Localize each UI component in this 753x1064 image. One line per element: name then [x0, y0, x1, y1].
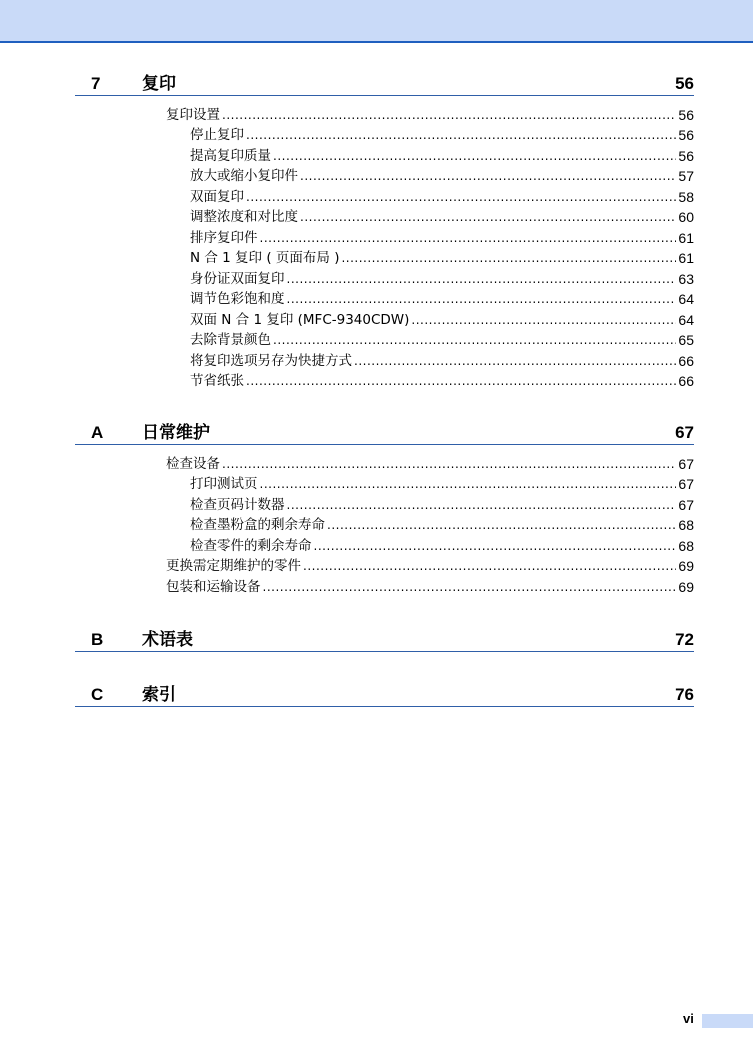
chapter-title: 日常维护 — [142, 423, 210, 443]
dot-leader — [303, 556, 676, 576]
dot-leader — [260, 228, 677, 248]
toc-entry[interactable] — [75, 535, 694, 556]
dot-leader — [287, 289, 677, 309]
chapter-section — [75, 683, 694, 707]
entry-page-number: 61 — [678, 229, 694, 246]
toc-entry[interactable] — [75, 207, 694, 228]
entry-page-number: 66 — [678, 373, 694, 389]
entry-title: 提高复印质量 — [190, 147, 271, 164]
entry-page-number: 63 — [678, 270, 694, 287]
toc-entry[interactable] — [75, 330, 694, 351]
chapter-title: 术语表 — [142, 629, 193, 650]
chapter-title: 索引 — [142, 684, 176, 705]
dot-leader — [246, 187, 676, 207]
dot-leader — [354, 351, 676, 371]
entry-title: 将复印选项另存为快捷方式 — [190, 352, 352, 369]
toc-entry[interactable] — [75, 248, 694, 269]
dot-leader — [341, 248, 676, 268]
entry-page-number: 56 — [678, 147, 694, 164]
dot-leader — [411, 310, 676, 330]
toc-entry[interactable] — [75, 145, 694, 166]
toc-entry[interactable] — [75, 453, 694, 474]
chapter-section — [75, 421, 694, 597]
dot-leader — [327, 515, 676, 535]
toc-entry[interactable] — [75, 268, 694, 289]
footer-tab — [702, 1014, 753, 1028]
chapter-section — [75, 72, 694, 391]
dot-leader — [222, 105, 676, 125]
dot-leader — [260, 474, 677, 494]
entry-page-number: 61 — [678, 250, 694, 266]
entry-page-number: 57 — [678, 168, 694, 184]
chapter-page-number: 56 — [675, 74, 694, 93]
dot-leader — [300, 207, 676, 227]
dot-leader — [273, 146, 676, 166]
entry-title: 检查页码计数器 — [190, 496, 285, 513]
toc-entry[interactable] — [75, 371, 694, 392]
chapter-number: A — [91, 423, 104, 442]
entry-page-number: 69 — [678, 578, 694, 595]
entry-title: 节省纸张 — [190, 373, 244, 389]
toc-entry[interactable] — [75, 350, 694, 371]
toc-entry[interactable] — [75, 556, 694, 577]
chapter-page-number: 67 — [675, 423, 694, 442]
entry-list — [75, 104, 694, 391]
toc-entry[interactable] — [75, 227, 694, 248]
chapter-number: B — [91, 629, 104, 649]
entry-title: 去除背景颜色 — [190, 332, 271, 348]
chapter-heading[interactable] — [75, 72, 694, 96]
chapter-number: C — [91, 684, 104, 704]
chapter-heading[interactable] — [75, 683, 694, 707]
footer-page-number: vi — [683, 1011, 694, 1026]
entry-title: 停止复印 — [190, 127, 244, 143]
entry-page-number: 67 — [678, 455, 694, 472]
chapter-page-number: 72 — [675, 629, 694, 649]
entry-title: 更换需定期维护的零件 — [166, 558, 301, 574]
chapter-number: 7 — [91, 74, 101, 93]
entry-page-number: 68 — [678, 537, 694, 554]
toc-entry[interactable] — [75, 474, 694, 495]
entry-list — [75, 453, 694, 597]
dot-leader — [263, 577, 677, 597]
entry-title: 检查设备 — [166, 455, 220, 472]
header-band — [0, 0, 753, 43]
toc-entry[interactable] — [75, 166, 694, 187]
entry-title: 包装和运输设备 — [166, 578, 261, 595]
dot-leader — [314, 536, 677, 556]
entry-page-number: 67 — [678, 496, 694, 513]
toc-entry[interactable] — [75, 104, 694, 125]
entry-page-number: 68 — [678, 517, 694, 533]
dot-leader — [246, 371, 676, 391]
toc-entry[interactable] — [75, 494, 694, 515]
chapter-title: 复印 — [142, 74, 176, 94]
entry-page-number: 60 — [678, 209, 694, 225]
entry-title: 调整浓度和对比度 — [190, 209, 298, 225]
table-of-contents — [75, 72, 694, 707]
toc-entry[interactable] — [75, 309, 694, 330]
entry-title: 放大或缩小复印件 — [190, 168, 298, 184]
chapter-heading[interactable] — [75, 628, 694, 652]
entry-title: 双面 N 合 1 复印 (MFC-9340CDW) — [190, 311, 410, 328]
entry-page-number: 58 — [678, 188, 694, 205]
entry-title: 排序复印件 — [190, 229, 258, 246]
entry-title: 复印设置 — [166, 106, 220, 123]
toc-entry[interactable] — [75, 289, 694, 310]
entry-page-number: 66 — [678, 352, 694, 369]
entry-page-number: 64 — [678, 311, 694, 328]
entry-page-number: 67 — [678, 476, 694, 492]
dot-leader — [287, 495, 677, 515]
entry-page-number: 69 — [678, 558, 694, 574]
dot-leader — [246, 125, 676, 145]
entry-title: 打印测试页 — [190, 476, 258, 492]
entry-page-number: 56 — [678, 127, 694, 143]
entry-page-number: 64 — [678, 291, 694, 307]
dot-leader — [287, 269, 677, 289]
toc-entry[interactable] — [75, 186, 694, 207]
toc-entry[interactable] — [75, 125, 694, 146]
chapter-heading[interactable] — [75, 421, 694, 445]
dot-leader — [300, 166, 676, 186]
toc-entry[interactable] — [75, 576, 694, 597]
entry-page-number: 56 — [678, 106, 694, 123]
toc-entry[interactable] — [75, 515, 694, 536]
chapter-page-number: 76 — [675, 684, 694, 704]
dot-leader — [273, 330, 676, 350]
entry-title: 检查墨粉盒的剩余寿命 — [190, 517, 325, 533]
entry-title: 调节色彩饱和度 — [190, 291, 285, 307]
chapter-section — [75, 628, 694, 652]
entry-title: N 合 1 复印 ( 页面布局 ) — [190, 250, 340, 266]
entry-title: 身份证双面复印 — [190, 270, 285, 287]
entry-page-number: 65 — [678, 332, 694, 348]
entry-title: 检查零件的剩余寿命 — [190, 537, 312, 554]
dot-leader — [222, 454, 676, 474]
entry-title: 双面复印 — [190, 188, 244, 205]
